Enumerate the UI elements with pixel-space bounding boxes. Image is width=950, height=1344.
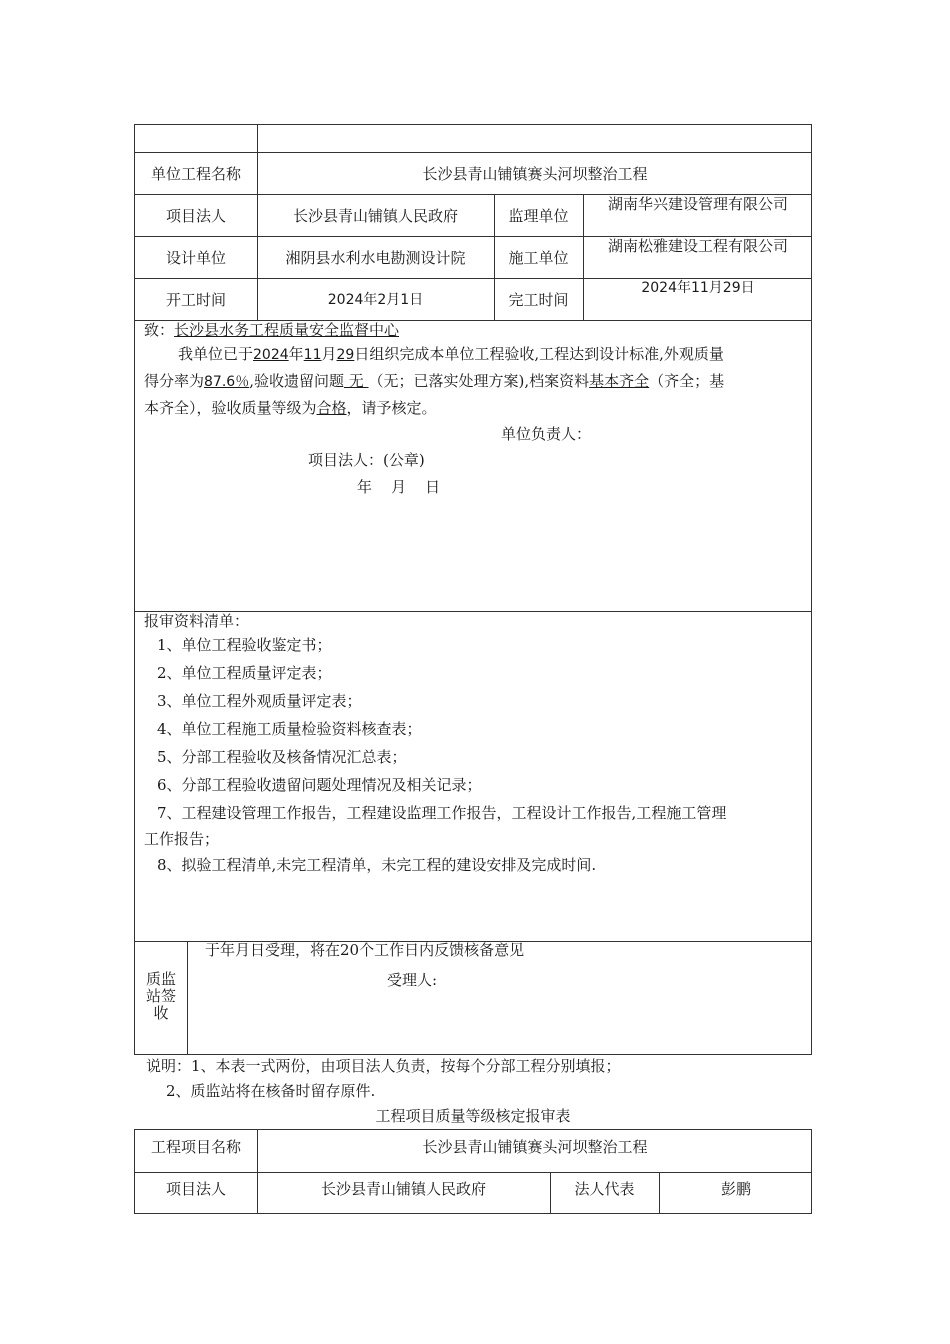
station-label-line: 站签 xyxy=(145,987,176,1005)
material-item: 8、拟验工程清单,未完工程清单，未完工程的建设安排及完成时间. xyxy=(157,856,597,874)
form2-legal-value: 长沙县青山铺镇人民政府 xyxy=(320,1180,486,1198)
material-item: 7、工程建设管理工作报告，工程建设监理工作报告，工程设计工作报告,工程施工管理 xyxy=(157,804,727,822)
text-fragment: ,验收遗留问题 xyxy=(249,372,344,390)
unit-head-signature: 单位负责人： xyxy=(501,425,592,443)
text-fragment: ，请予核定。 xyxy=(346,399,437,417)
legal-seal: 项目法人：(公章) xyxy=(308,451,425,469)
station-label xyxy=(135,971,187,1022)
legal-representative-value: 彭鹏 xyxy=(720,1180,751,1198)
form2-title: 工程项目质量等级核定报审表 xyxy=(375,1107,571,1125)
station-label-line: 质监 xyxy=(145,970,176,988)
form2-legal-label: 项目法人 xyxy=(165,1180,226,1198)
construction-label: 施工单位 xyxy=(508,248,569,267)
acceptance-month: 11 xyxy=(303,347,322,363)
station-label-line: 收 xyxy=(153,1004,169,1022)
materials-title: 报审资料清单： xyxy=(144,612,250,630)
remaining-issues: 无 xyxy=(343,372,369,390)
addressee-line xyxy=(144,317,399,344)
material-item: 工作报告； xyxy=(144,830,220,848)
supervision-value: 湖南华兴建设管理有限公司 xyxy=(607,195,788,213)
score-rate: 87.6％ xyxy=(204,374,250,390)
legal-value: 长沙县青山铺镇人民政府 xyxy=(292,206,458,225)
application-line-3 xyxy=(144,395,437,422)
addressee: 长沙县水务工程质量安全监督中心 xyxy=(174,321,400,339)
legal-label: 项目法人 xyxy=(165,206,226,225)
end-time-label: 完工时间 xyxy=(508,290,569,309)
unit-name-value: 长沙县青山铺镇赛头河坝整治工程 xyxy=(422,164,648,183)
text-fragment: 年 xyxy=(288,345,304,363)
text-fragment: 日组织完成本单位工程验收,工程达到设计标准,外观质量 xyxy=(354,345,724,363)
acceptance-year: 2024 xyxy=(253,347,289,363)
start-time-value: 2024年2月1日 xyxy=(327,292,424,308)
acceptance-day: 29 xyxy=(336,347,355,363)
design-value: 湘阴县水利水电勘测设计院 xyxy=(285,248,466,267)
application-line-1 xyxy=(178,341,724,369)
addressee-prefix: 致： xyxy=(144,321,175,339)
archive-status: 基本齐全 xyxy=(589,372,650,390)
end-time-value: 2024年11月29日 xyxy=(641,280,755,296)
material-item: 5、分部工程验收及核备情况汇总表； xyxy=(157,748,407,766)
design-label: 设计单位 xyxy=(165,248,226,267)
legal-representative-label: 法人代表 xyxy=(574,1180,635,1198)
unit-project-form xyxy=(134,124,812,1055)
col-divider xyxy=(187,941,188,1055)
material-item: 6、分部工程验收遗留问题处理情况及相关记录； xyxy=(157,776,482,794)
project-name-value: 长沙县青山铺镇赛头河坝整治工程 xyxy=(422,1138,648,1156)
material-item: 3、单位工程外观质量评定表； xyxy=(157,692,362,710)
construction-value: 湖南松雅建设工程有限公司 xyxy=(607,237,788,255)
note-line-1: 说明：1、本表一式两份，由项目法人负责，按每个分部工程分别填报； xyxy=(146,1057,621,1075)
material-item: 4、单位工程施工质量检验资料核查表； xyxy=(157,720,422,738)
date-placeholder: 年 月 日 xyxy=(357,478,441,496)
start-time-label: 开工时间 xyxy=(165,290,226,309)
note-line-2: 2、质监站将在核备时留存原件. xyxy=(166,1082,376,1100)
unit-name-label: 单位工程名称 xyxy=(150,164,241,183)
text-fragment: 本齐全），验收质量等级为 xyxy=(144,399,317,417)
station-receipt: 于年月日受理，将在20个工作日内反馈核备意见 xyxy=(205,941,525,959)
supervision-label: 监理单位 xyxy=(508,206,569,225)
text-fragment: 月 xyxy=(321,345,337,363)
project-name-label: 工程项目名称 xyxy=(150,1138,241,1156)
material-item: 2、单位工程质量评定表； xyxy=(157,664,332,682)
text-fragment: （齐全；基 xyxy=(649,372,725,390)
project-quality-form xyxy=(134,1129,812,1214)
text-fragment: 我单位已于 xyxy=(178,345,254,363)
quality-grade: 合格 xyxy=(316,399,347,417)
text-fragment: （无；已落实处理方案),档案资料 xyxy=(368,372,590,390)
application-line-2 xyxy=(144,368,724,396)
material-item: 1、单位工程验收鉴定书； xyxy=(157,636,332,654)
text-fragment: 得分率为 xyxy=(144,372,205,390)
station-receiver: 受理人: xyxy=(387,971,438,989)
